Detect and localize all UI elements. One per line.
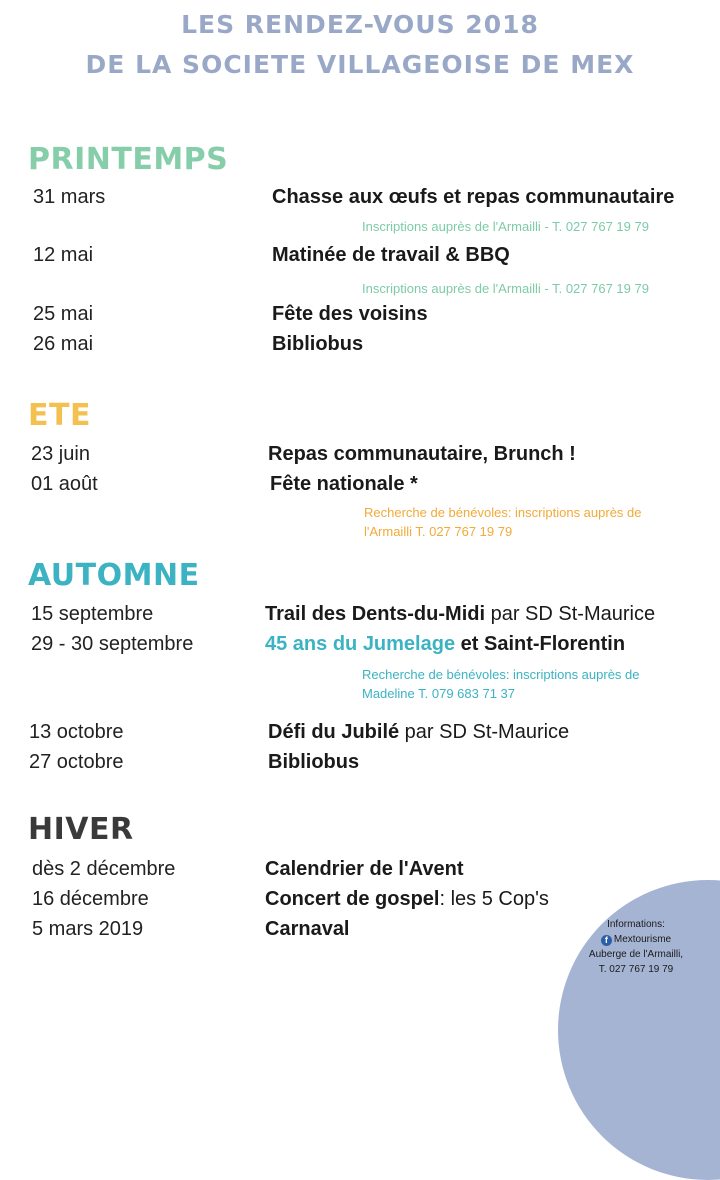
registration-note: Inscriptions auprès de l'Armailli - T. 027 767 19 79: [362, 219, 649, 234]
event-title: Chasse aux œufs et repas communautaire: [272, 186, 675, 208]
season-heading-ete: ETE: [28, 398, 91, 433]
event-date: 27 octobre: [29, 751, 124, 773]
season-heading-hiver: HIVER: [28, 812, 134, 847]
event-title: Fête nationale *: [270, 473, 418, 495]
event-date: 01 août: [31, 473, 98, 495]
event-title: Matinée de travail & BBQ: [272, 244, 510, 266]
facebook-page-name: Mextourisme: [613, 934, 672, 945]
volunteer-note-line-2: Madeline T. 079 683 71 37: [362, 686, 515, 701]
volunteer-note-line-1: Recherche de bénévoles: inscriptions auprès de: [364, 505, 642, 520]
event-title-highlight: 45 ans du Jumelage: [265, 633, 456, 655]
event-title: Calendrier de l'Avent: [265, 858, 464, 880]
facebook-icon: f: [601, 935, 612, 946]
facebook-link[interactable]: [570, 932, 702, 947]
event-title: [265, 603, 655, 626]
event-organizer: par SD St-Maurice: [399, 721, 570, 743]
info-place: Auberge de l'Armailli,: [588, 949, 684, 960]
event-title: Bibliobus: [268, 751, 360, 773]
volunteer-note: [364, 503, 642, 541]
event-detail: : les 5 Cop's: [439, 888, 549, 910]
event-title-bold: Trail des Dents-du-Midi: [265, 603, 486, 625]
event-date: 5 mars 2019: [32, 918, 144, 940]
event-title: [265, 633, 625, 656]
event-title: [268, 721, 569, 744]
event-date: 26 mai: [33, 333, 94, 355]
title-line-1: LES RENDEZ-VOUS 2018: [181, 10, 539, 39]
season-heading-automne: AUTOMNE: [28, 558, 200, 593]
volunteer-note: [362, 665, 640, 703]
event-date: 12 mai: [33, 244, 94, 266]
event-title-bold: Concert de gospel: [265, 888, 440, 910]
volunteer-note-line-2: l'Armailli T. 027 767 19 79: [364, 524, 513, 539]
event-date: 29 - 30 septembre: [31, 633, 194, 655]
info-box: [570, 917, 702, 977]
event-title: Repas communautaire, Brunch !: [268, 443, 576, 465]
event-title-bold: Défi du Jubilé: [268, 721, 400, 743]
event-date: 31 mars: [33, 186, 106, 208]
info-phone: T. 027 767 19 79: [598, 964, 674, 975]
event-date: dès 2 décembre: [32, 858, 176, 880]
event-date: 13 octobre: [29, 721, 124, 743]
event-organizer: par SD St-Maurice: [485, 603, 656, 625]
event-title: [265, 888, 549, 911]
event-title: Carnaval: [265, 918, 350, 940]
event-date: 25 mai: [33, 303, 94, 325]
registration-note: Inscriptions auprès de l'Armailli - T. 027 767 19 79: [362, 281, 649, 296]
event-date: 23 juin: [31, 443, 90, 465]
title-line-2: DE LA SOCIETE VILLAGEOISE DE MEX: [85, 50, 635, 79]
volunteer-note-line-1: Recherche de bénévoles: inscriptions auprès de: [362, 667, 640, 682]
event-title-rest: et Saint-Florentin: [455, 633, 626, 655]
event-title: Fête des voisins: [272, 303, 428, 325]
event-date: 16 décembre: [32, 888, 149, 910]
season-heading-printemps: PRINTEMPS: [28, 142, 229, 177]
event-date: 15 septembre: [31, 603, 154, 625]
event-title: Bibliobus: [272, 333, 364, 355]
info-label: Informations:: [607, 919, 665, 930]
